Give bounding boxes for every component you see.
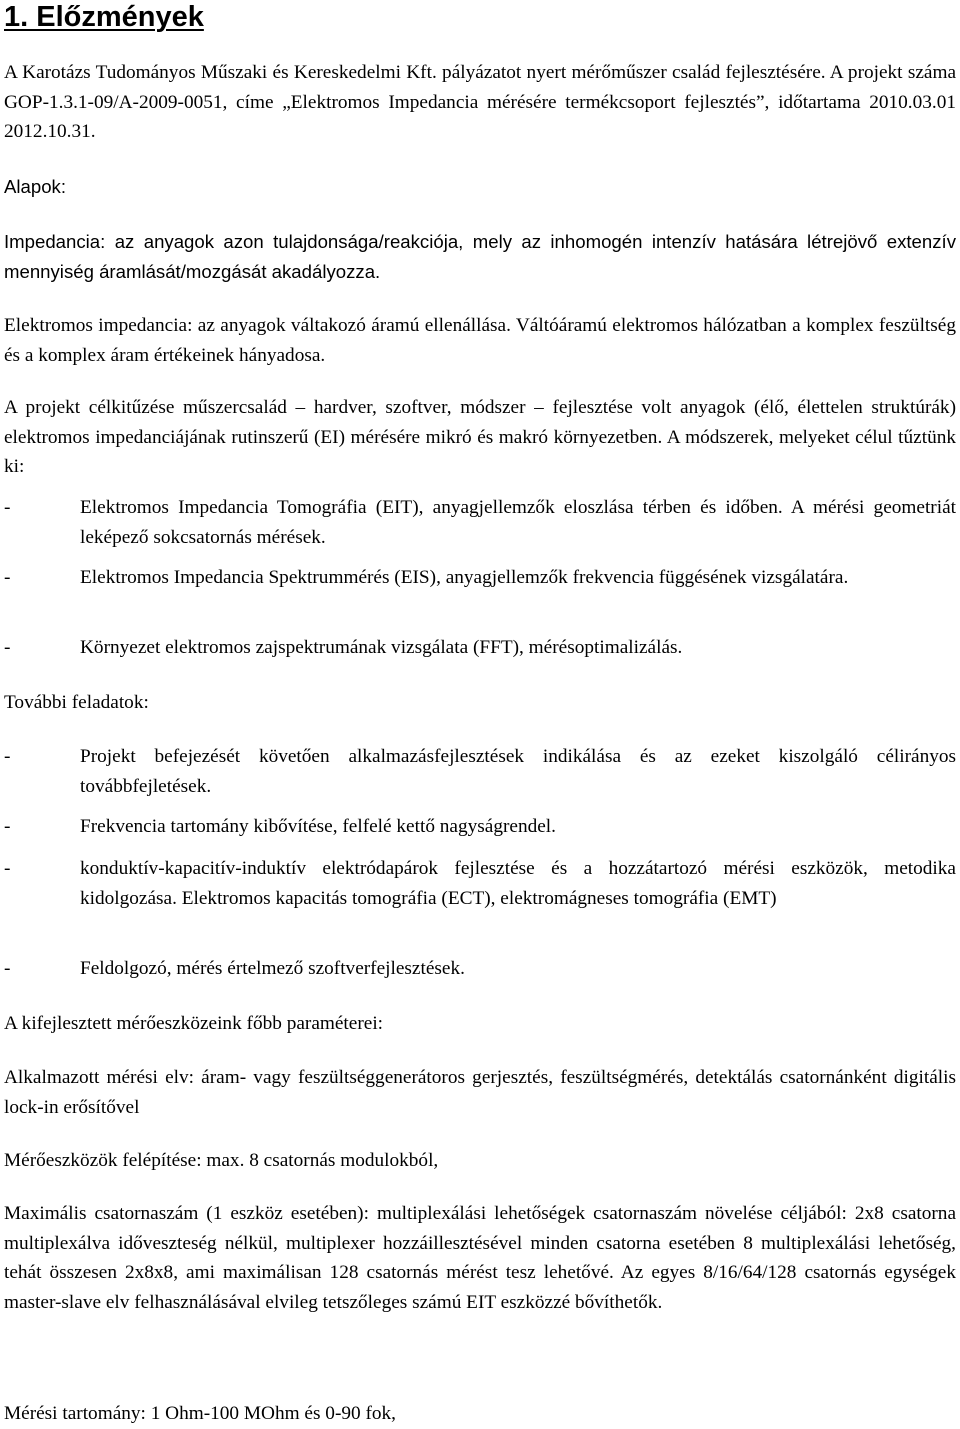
method-list-item (4, 493, 956, 552)
electric-impedance-definition: Elektromos impedancia: az anyagok váltakozó áramú ellenállása. Váltóáramú elektromos hálózatban a komplex feszültség és a komplex áram értékeinek hányadosa. (4, 315, 956, 366)
list-dash: - (4, 567, 11, 588)
list-item-text: Projekt befejezését követően alkalmazásfejlesztések indikálása és az ezeket kiszolgáló célirányos továbbfejletések. (80, 746, 956, 797)
task-list-item (4, 854, 956, 913)
task-list-item (4, 812, 956, 842)
task-list-item (4, 954, 956, 984)
list-item-text: Frekvencia tartomány kibővítése, felfelé kettő nagyságrendel. (80, 816, 556, 837)
intro-paragraph: A Karotázs Tudományos Műszaki és Kereskedelmi Kft. pályázatot nyert mérőműszer család fejlesztésére. A projekt száma GOP-1.3.1-09/A-2009-0051, címe „Elektromos Impedancia mérésére termékcsoport fejlesztés”, időtartama 2010.03.01 2012.10.31. (4, 62, 956, 142)
list-dash: - (4, 746, 11, 767)
list-dash: - (4, 958, 11, 979)
list-dash: - (4, 858, 11, 879)
list-dash: - (4, 816, 11, 837)
alapok-label: Alapok: (4, 176, 67, 197)
max-channel-count: Maximális csatornaszám (1 eszköz esetében): multiplexálási lehetőségek csatornaszám növelése céljából: 2x8 csatorna multiplexálva időveszteség nélkül, multiplexer hozzáillesztésével minden csatorna esetében 8 multiplexálási lehetőség, tehát összesen 2x8x8, ami maximálisan 128 csatornás mérést tesz lehetővé. Az egyes 8/16/64/128 csatornás egységek master-slave elv felhasználásával elvileg tetszőleges számú EIT eszközzé bővíthetők. (4, 1203, 956, 1313)
list-item-text: Környezet elektromos zajspektrumának vizsgálata (FFT), mérésoptimalizálás. (80, 637, 683, 658)
measurement-range: Mérési tartomány: 1 Ohm-100 MOhm és 0-90 fok, (4, 1403, 396, 1424)
list-dash: - (4, 637, 11, 658)
project-goal-paragraph: A projekt célkitűzése műszercsalád – hardver, szoftver, módszer – fejlesztése volt anyagok (élő, élettelen struktúrák) elektromos impedanciájának rutinszerű (EI) mérésére mikró és makró környezetben. A módszerek, melyeket célul tűztünk ki: (4, 397, 956, 477)
list-item-text: konduktív-kapacitív-induktív elektródapárok fejlesztése és a hozzátartozó mérési eszközök, metodika kidolgozása. Elektromos kapacitás tomográfia (ECT), elektromágneses tomográfia (EMT) (80, 858, 956, 909)
device-structure: Mérőeszközök felépítése: max. 8 csatornás modulokból, (4, 1150, 439, 1171)
task-list-item (4, 742, 956, 801)
method-list-item (4, 563, 956, 593)
method-list-item (4, 633, 956, 663)
measurement-principle: Alkalmazott mérési elv: áram- vagy feszültséggenerátoros gerjesztés, feszültségmérés, detektálás csatornánként digitális lock-in erősítővel (4, 1067, 956, 1118)
list-dash: - (4, 497, 11, 518)
list-item-text: Elektromos Impedancia Spektrummérés (EIS), anyagjellemzők frekvencia függésének vizsgálatára. (80, 567, 849, 588)
list-item-text: Elektromos Impedancia Tomográfia (EIT), anyagjellemzők eloszlása térben és időben. A mérési geometriát leképező sokcsatornás mérések. (80, 497, 956, 548)
impedancia-definition: Impedancia: az anyagok azon tulajdonsága/reakciója, mely az inhomogén intenzív hatására létrejövő extenzív mennyiség áramlását/mozgását akadályozza. (4, 231, 956, 282)
list-item-text: Feldolgozó, mérés értelmező szoftverfejlesztések. (80, 958, 465, 979)
parameters-label: A kifejlesztett mérőeszközeink főbb paraméterei: (4, 1013, 384, 1034)
section-heading: 1. Előzmények (4, 1, 204, 33)
further-tasks-label: További feladatok: (4, 692, 149, 713)
